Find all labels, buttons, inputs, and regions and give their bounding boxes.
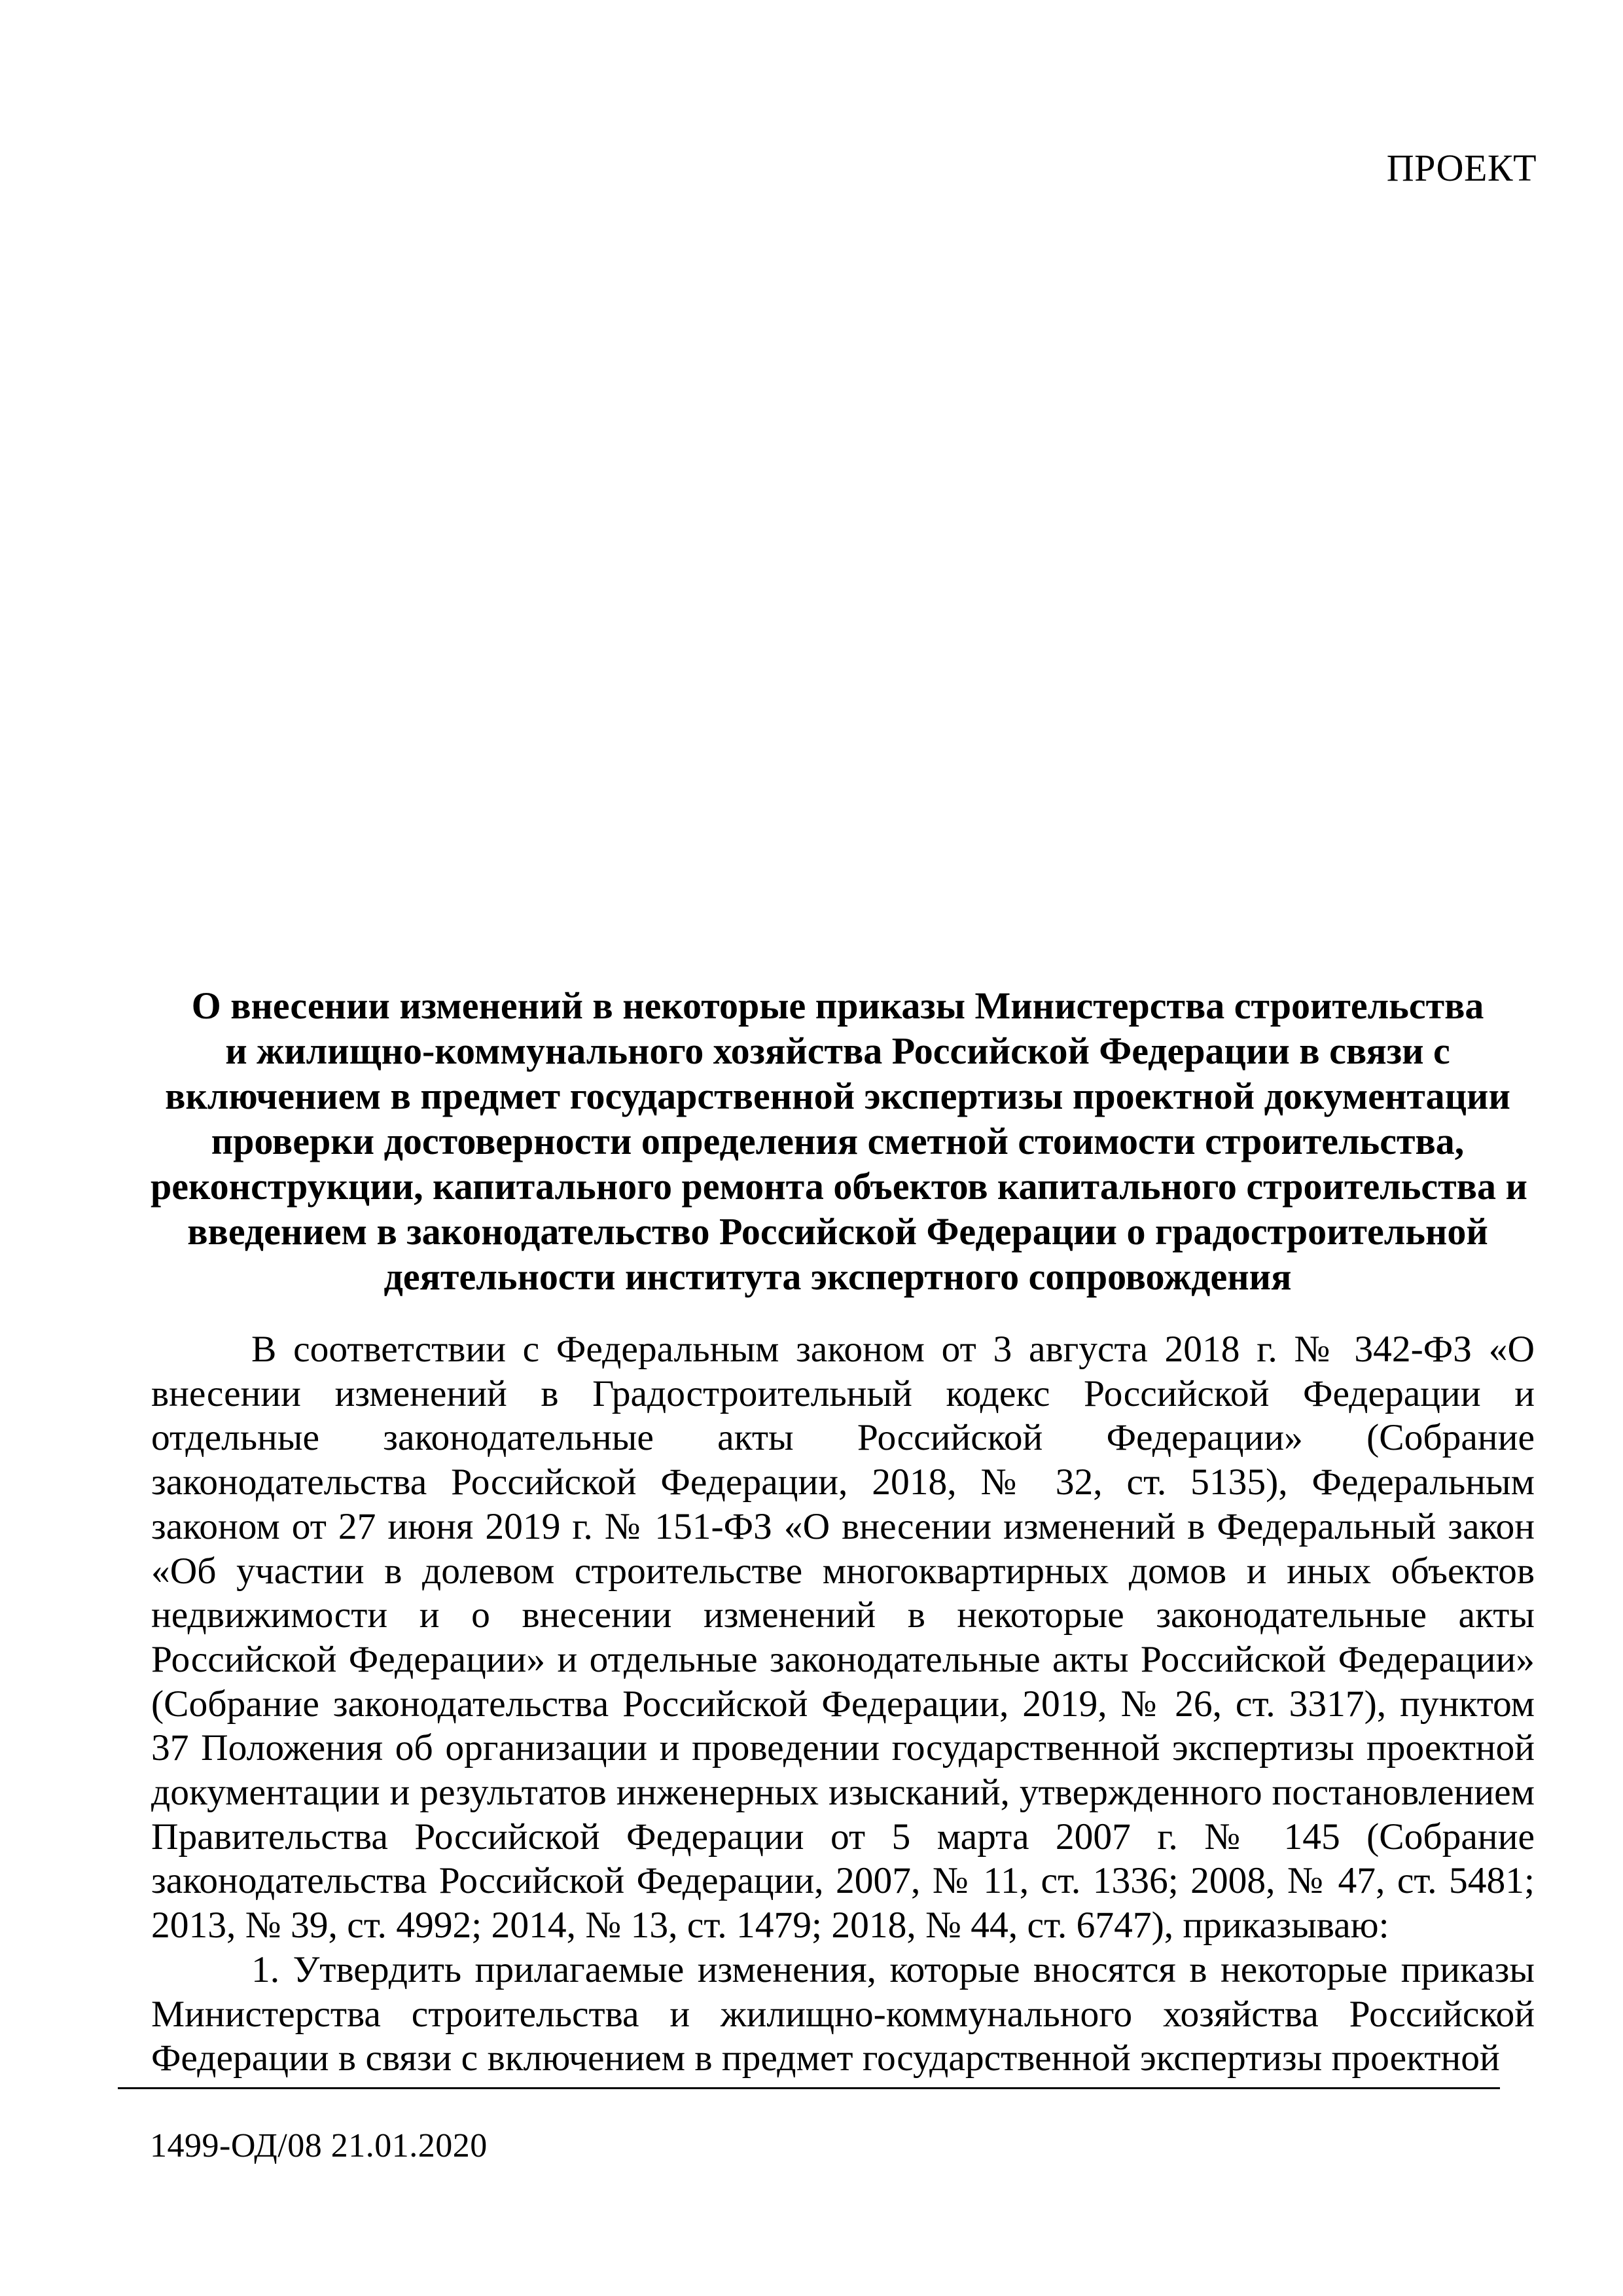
title-line: включением в предмет государственной экспертизы проектной документации: [165, 1075, 1510, 1117]
title-line: реконструкции, капитального ремонта объектов капитального строительства и: [151, 1165, 1527, 1208]
preamble-paragraph: В соответствии с Федеральным законом от 3 августа 2018 г. № 342-ФЗ «О внесении изменений в Градостроительный кодекс Российской Федерации и отдельные законодательные акты Российской Федерации» (Собрание законодательства Российской Федерации, 2018, № 32, ст. 5135), Федеральным законом от 27 июня 2019 г. № 151-ФЗ «О внесении изменений в Федеральный закон «Об участии в долевом строительстве многоквартирных домов и иных объектов недвижимости и о внесении изменений в некоторые законодательные акты Российской Федерации» и отдельные законодательные акты Российской Федерации» (Собрание законодательства Российской Федерации, 2019, № 26, ст. 3317), пунктом 37 Положения об организации и проведении государственной экспертизы проектной документации и результатов инженерных изысканий, утвержденного постановлением Правительства Российской Федерации от 5 марта 2007 г. № 145 (Собрание законодательства Российской Федерации, 2007, № 11, ст. 1336; 2008, № 47, ст. 5481; 2013, № 39, ст. 4992; 2014, № 13, ст. 1479; 2018, № 44, ст. 6747), приказываю:: [151, 1329, 1535, 1946]
title-line: введением в законодательство Российской Федерации о градостроительной: [187, 1210, 1488, 1253]
draft-stamp: ПРОЕКТ: [1386, 147, 1537, 189]
title-line: деятельности института экспертного сопровождения: [383, 1255, 1292, 1298]
title-line: проверки достоверности определения сметной стоимости строительства,: [211, 1120, 1465, 1162]
document-body: [151, 1327, 1535, 2081]
footer-divider: [118, 2087, 1500, 2089]
title-line: О внесении изменений в некоторые приказы Министерства строительства: [191, 984, 1484, 1027]
document-title: [151, 983, 1525, 1299]
title-line: и жилищно-коммунального хозяйства Российской Федерации в связи с: [225, 1030, 1450, 1072]
clause-1-paragraph: 1. Утвердить прилагаемые изменения, которые вносятся в некоторые приказы Министерства строительства и жилищно-коммунального хозяйства Российской Федерации в связи с включением в предмет государственной экспертизы проектной: [151, 1948, 1535, 2079]
document-id: 1499-ОД/08 21.01.2020: [150, 2127, 488, 2164]
